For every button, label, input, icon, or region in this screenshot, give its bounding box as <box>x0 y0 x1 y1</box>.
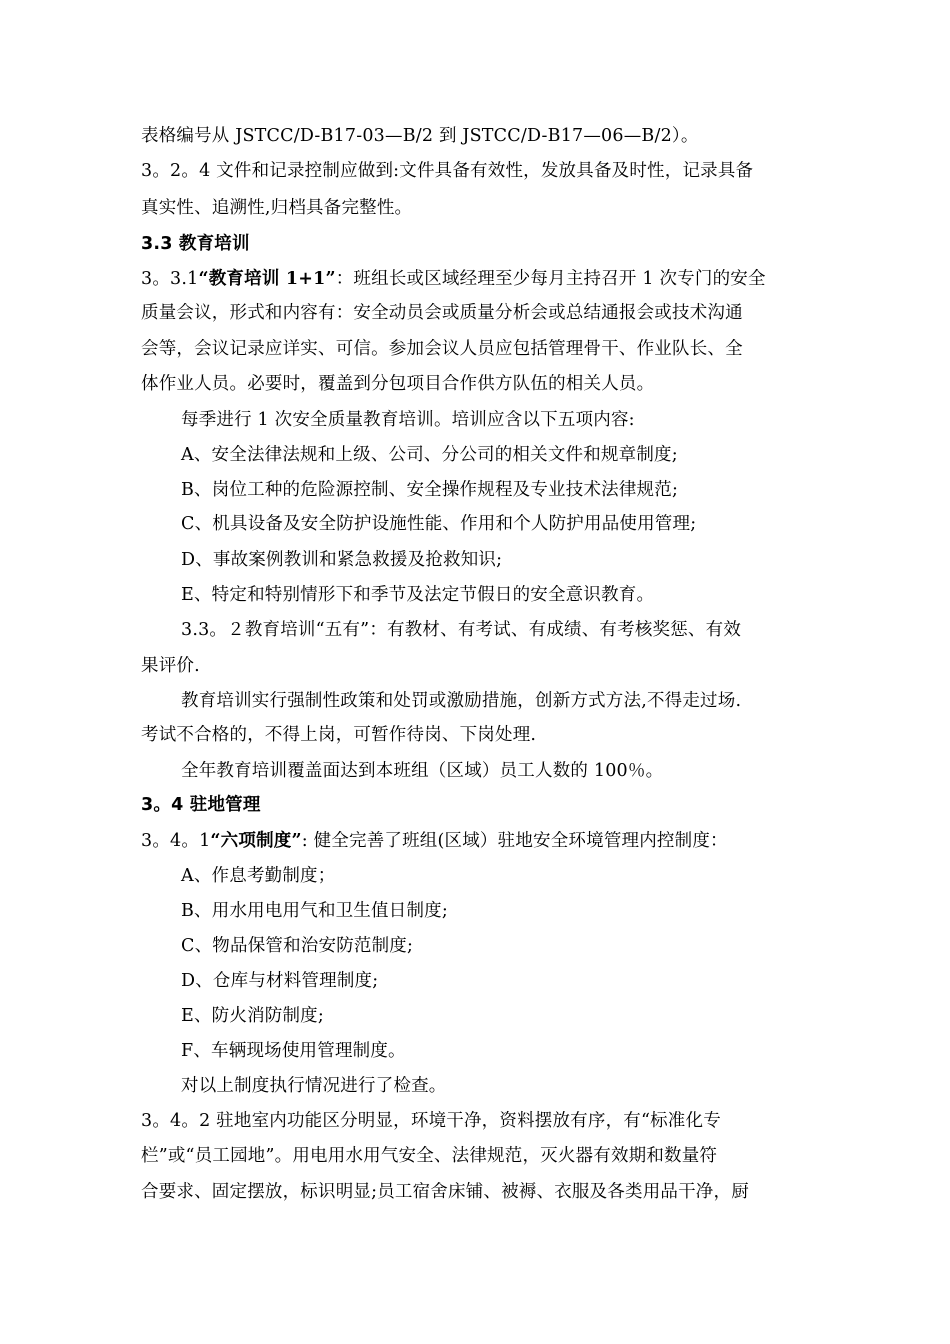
clause-title: “六项制度” <box>210 831 302 851</box>
clause-text: : 健全完善了班组(区域）驻地安全环境管理内控制度： <box>301 831 728 851</box>
list-item: A、作息考勤制度； <box>181 866 336 886</box>
text-line: 体作业人员。必要时，覆盖到分包项目合作供方队伍的相关人员。 <box>141 374 655 394</box>
clause-text: ：班组长或区域经理至少每月主持召开 1 次专门的安全 <box>335 269 766 289</box>
clause-3-2-4: 3。2。4 文件和记录控制应做到:文件具备有效性，发放具备及时性，记录具备 <box>141 161 754 181</box>
clause-3-3-2: 3.3。２教育培训“五有”：有教材、有考试、有成绩、有考核奖惩、有效 <box>181 620 742 640</box>
list-item: C、机具设备及安全防护设施性能、作用和个人防护用品使用管理; <box>181 514 697 534</box>
list-item: C、物品保管和治安防范制度; <box>181 936 414 956</box>
text-line: 真实性、追溯性,归档具备完整性。 <box>141 198 413 218</box>
clause-title: “教育培训 1+1” <box>198 269 336 289</box>
text-line: 合要求、固定摆放，标识明显;员工宿舍床铺、被褥、衣服及各类用品干净，厨 <box>141 1182 749 1202</box>
text-line: 质量会议，形式和内容有：安全动员会或质量分析会或总结通报会或技术沟通 <box>141 303 743 323</box>
text-line: 对以上制度执行情况进行了检查。 <box>181 1076 447 1096</box>
text-line: 栏”或“员工园地”。用电用水用气安全、法律规范，灭火器有效期和数量符 <box>141 1146 718 1166</box>
clause-3-4-2: 3。4。2 驻地室内功能区分明显，环境干净，资料摆放有序，有“标准化专 <box>141 1111 721 1131</box>
text-line: 每季进行 1 次安全质量教育培训。培训应含以下五项内容: <box>181 410 635 430</box>
text-line: 考试不合格的，不得上岗，可暂作待岗、下岗处理. <box>141 725 537 745</box>
list-item: B、用水用电用气和卫生值日制度; <box>181 901 448 921</box>
clause-3-3-1 <box>141 264 821 294</box>
section-heading-3-4: 3。4 驻地管理 <box>141 795 261 815</box>
text-line: 会等，会议记录应详实、可信。参加会议人员应包括管理骨干、作业队长、全 <box>141 339 743 359</box>
clause-number: 3。3.1 <box>141 269 199 289</box>
list-item: B、岗位工种的危险源控制、安全操作规程及专业技术法律规范; <box>181 480 679 500</box>
list-item: D、仓库与材料管理制度; <box>181 971 379 991</box>
list-item: A、安全法律法规和上级、公司、分公司的相关文件和规章制度; <box>181 445 678 465</box>
text-line: 教育培训实行强制性政策和处罚或激励措施，创新方式方法,不得走过场. <box>181 691 742 711</box>
text-line: 果评价. <box>141 656 200 676</box>
text-line: 表格编号从 JSTCC/D-B17-03—B/2 到 JSTCC/D-B17—06—B/2）。 <box>141 126 699 146</box>
clause-number: 3。4。1 <box>141 831 211 851</box>
list-item: D、事故案例教训和紧急救援及抢救知识; <box>181 550 503 570</box>
list-item: F、车辆现场使用管理制度。 <box>181 1041 406 1061</box>
text-line: 全年教育培训覆盖面达到本班组（区域）员工人数的 100％。 <box>181 761 664 781</box>
clause-3-4-1 <box>141 826 821 856</box>
section-heading-3-3: 3.3 教育培训 <box>141 234 250 254</box>
list-item: E、特定和特别情形下和季节及法定节假日的安全意识教育。 <box>181 585 655 605</box>
list-item: E、防火消防制度; <box>181 1006 324 1026</box>
